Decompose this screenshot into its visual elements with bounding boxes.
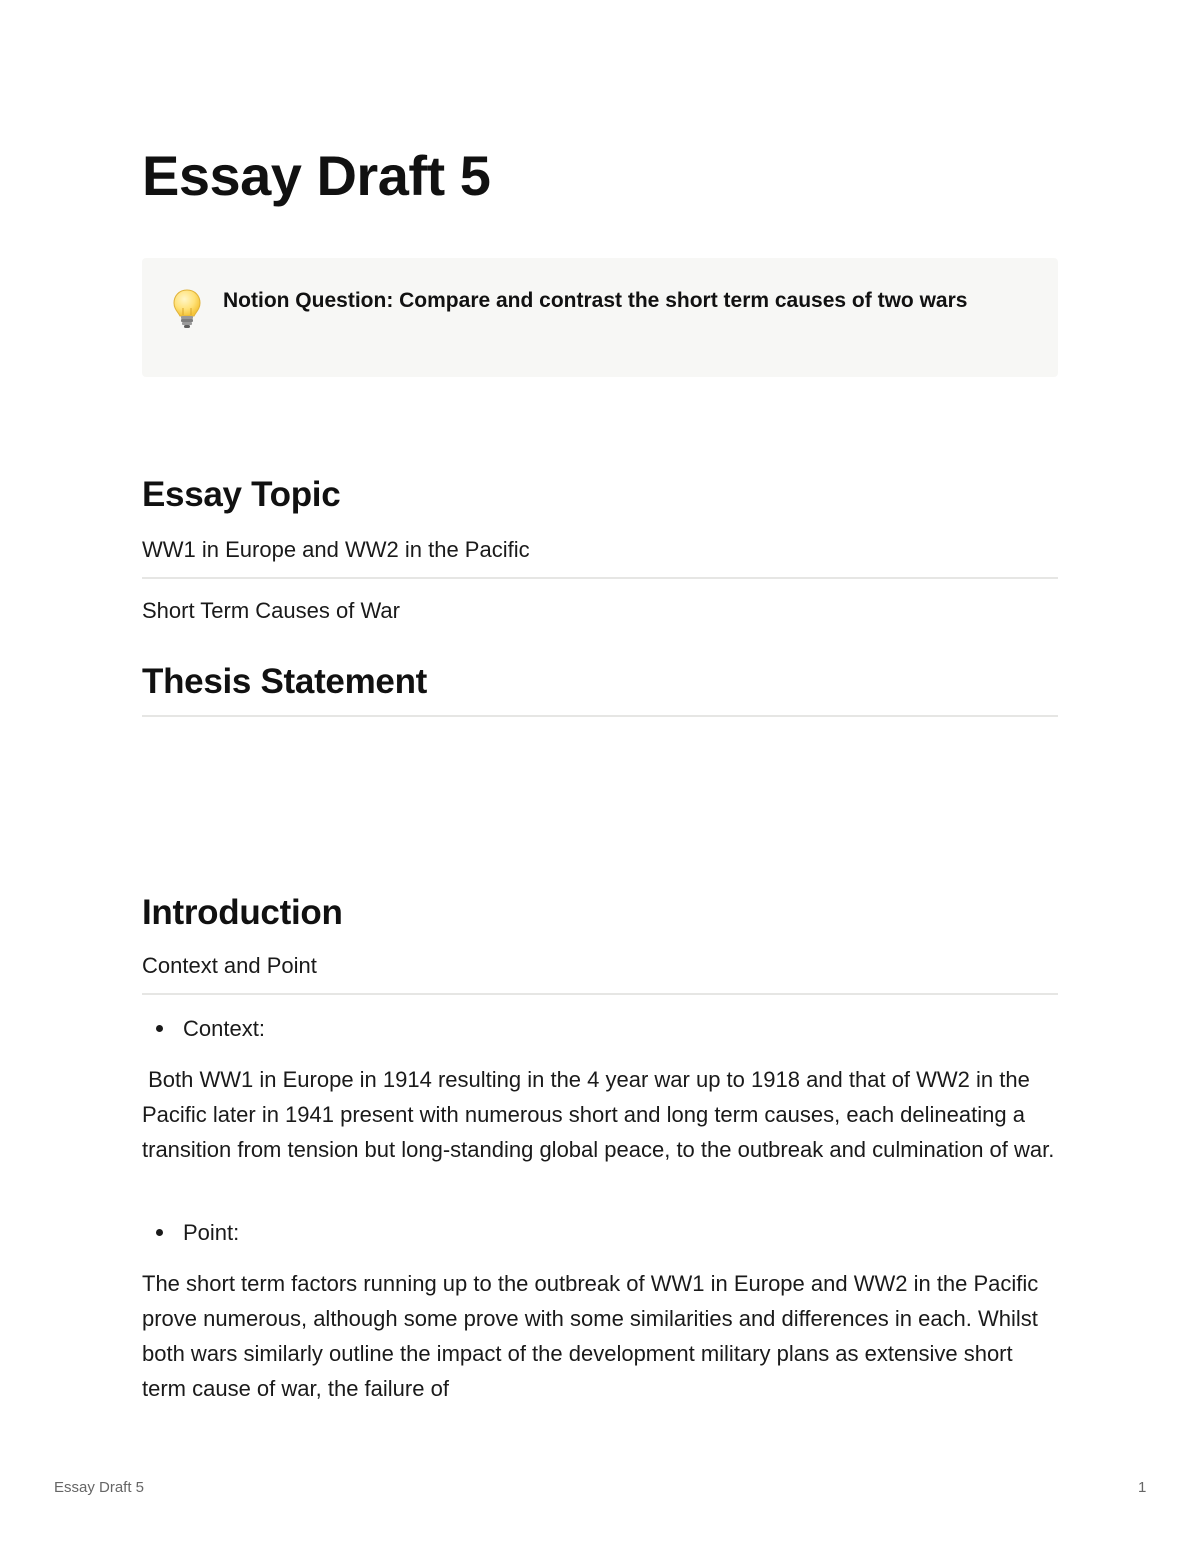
essay-topic-subline: Short Term Causes of War: [142, 598, 400, 623]
introduction-subheading: Context and Point: [142, 953, 317, 978]
heading-introduction: Introduction: [142, 893, 343, 932]
divider: [142, 993, 1058, 995]
essay-topic-line: WW1 in Europe and WW2 in the Pacific: [142, 537, 530, 562]
callout-block: [142, 258, 1058, 377]
divider: [142, 715, 1058, 717]
heading-essay-topic: Essay Topic: [142, 475, 341, 514]
footer-document-name: Essay Draft 5: [54, 1479, 145, 1496]
bullet-label-context: Context:: [183, 1016, 265, 1041]
lightbulb-icon: [172, 288, 202, 330]
heading-thesis-statement: Thesis Statement: [142, 662, 428, 701]
context-paragraph: Both WW1 in Europe in 1914 resulting in the 4 year war up to 1918 and that of WW2 in the Pacific later in 1941 present with numerous short and long term causes, each delineating a transition from tension but long-standing global peace, to the outbreak and culmination of war.: [142, 1067, 1055, 1162]
bullet-icon: [156, 1229, 163, 1236]
bullet-label-point: Point:: [183, 1220, 240, 1245]
footer-page-number: 1: [1138, 1479, 1147, 1496]
bullet-icon: [156, 1025, 163, 1032]
divider: [142, 577, 1058, 579]
callout-text: Notion Question: Compare and contrast the short term causes of two wars: [223, 289, 968, 312]
point-paragraph: The short term factors running up to the outbreak of WW1 in Europe and WW2 in the Pacific prove numerous, although some prove with some similarities and differences in each. Whilst both wars similarly outline the impact of the development military plans as extensive short term cause of war, the failure of: [142, 1271, 1039, 1401]
page-title: Essay Draft 5: [142, 144, 491, 207]
